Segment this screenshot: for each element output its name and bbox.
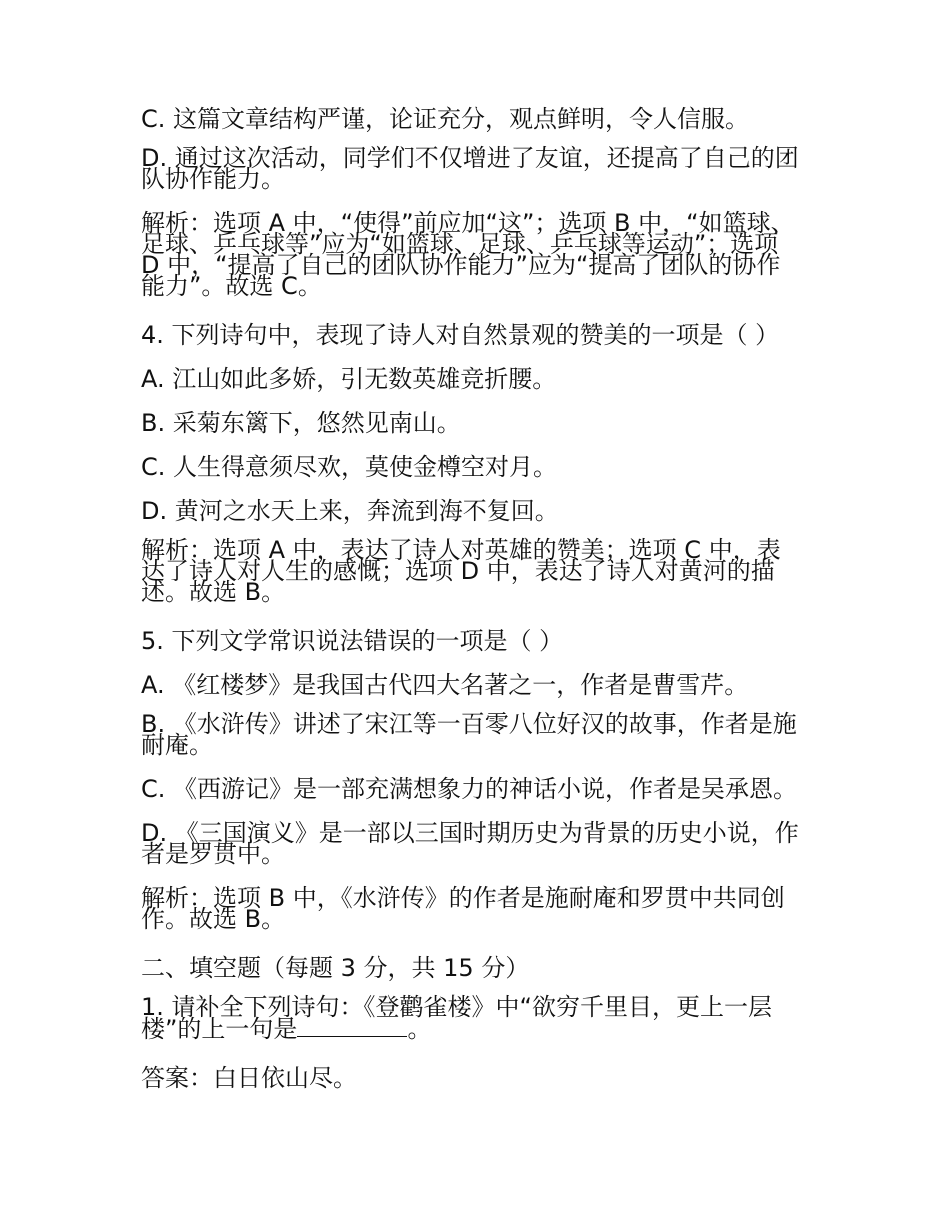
q5-option-c: C. 《西游记》是一部充满想象力的神话小说，作者是吴承恩。 <box>141 775 798 803</box>
fill-question-1 <box>141 993 801 1043</box>
answer-1: 答案：白日依山尽。 <box>141 1064 357 1092</box>
q5-option-d: D. 《三国演义》是一部以三国时期历史为背景的历史小说，作者是罗贯中。 <box>141 819 799 868</box>
section-2-heading: 二、填空题（每题 3 分，共 15 分） <box>141 954 530 982</box>
q4-analysis: 解析：选项 A 中，表达了诗人对英雄的赞美；选项 C 中，表达了诗人对人生的感慨；选项 D 中，表达了诗人对黄河的描述。故选 B。 <box>141 536 781 606</box>
fill-question-text: 1. 请补全下列诗句：《登鹳雀楼》中“欲穷千里目，更上一层楼”的上一句是 <box>141 993 772 1043</box>
q3-option-d: D. 通过这次活动，同学们不仅增进了友谊，还提高了自己的团队协作能力。 <box>141 144 799 193</box>
document-content <box>141 104 801 1107</box>
q3-option-c: C. 这篇文章结构严谨，论证充分，观点鲜明，令人信服。 <box>141 105 750 133</box>
q5-option-a: A. 《红楼梦》是我国古代四大名著之一，作者是曹雪芹。 <box>141 671 749 699</box>
q5-question: 5. 下列文学常识说法错误的一项是（ ） <box>141 627 564 655</box>
q3-analysis: 解析：选项 A 中，“使得”前应加“这”；选项 B 中，“如篮球、足球、乒乓球等”应为“如篮球、足球、乒乓球等运动”；选项 D 中，“提高了自己的团队协作能力”应为“提高了团队的协作能力”。故选 C。 <box>141 209 795 300</box>
q5-analysis: 解析：选项 B 中，《水浒传》的作者是施耐庵和罗贯中共同创作。故选 B。 <box>141 884 785 933</box>
q4-option-b: B. 采菊东篱下，悠然见南山。 <box>141 409 461 437</box>
q4-option-c: C. 人生得意须尽欢，莫使金樽空对月。 <box>141 453 558 481</box>
q4-option-a: A. 江山如此多娇，引无数英雄竞折腰。 <box>141 365 557 393</box>
q4-option-d: D. 黄河之水天上来，奔流到海不复回。 <box>141 497 559 525</box>
q5-option-b: B. 《水浒传》讲述了宋江等一百零八位好汉的故事，作者是施耐庵。 <box>141 710 797 759</box>
fill-blank <box>297 1018 407 1037</box>
fill-question-end: 。 <box>407 1015 432 1043</box>
q4-question: 4. 下列诗句中，表现了诗人对自然景观的赞美的一项是（ ） <box>141 321 780 349</box>
